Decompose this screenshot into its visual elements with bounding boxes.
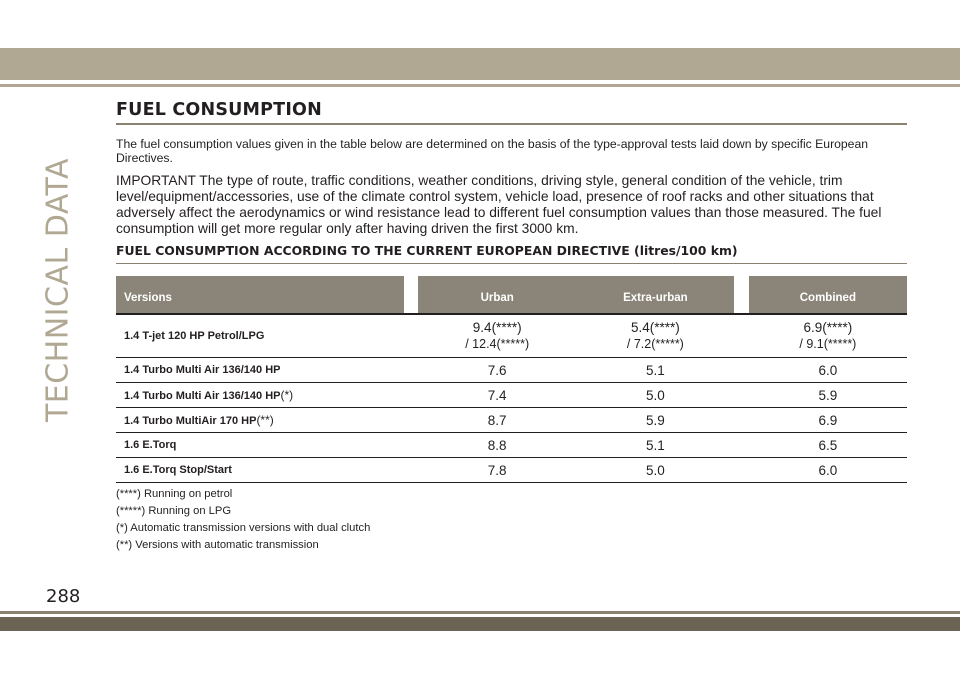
intro-paragraph: The fuel consumption values given in the table below are determined on the basis of the type-approval tests laid down by specific European Directives. (116, 137, 869, 165)
header-extra-urban: Extra-urban (576, 276, 734, 314)
extra-urban-cell (576, 314, 734, 358)
table-row (116, 383, 907, 408)
table-row (116, 433, 907, 458)
urban-value: 8.7 (418, 408, 576, 433)
footnotes (116, 486, 907, 554)
version-cell (116, 314, 404, 358)
footnote: (*) Automatic transmission versions with dual clutch (116, 522, 371, 534)
combined-alt-value: / 9.1(*****) (799, 337, 857, 351)
important-paragraph: IMPORTANT The type of route, traffic conditions, weather conditions, driving style, general condition of the vehicle, trim level/equipment/accessories, use of the climate control system, vehicle load, presence of roof racks and other situations that adversely affect the aerodynamics or wind resistance lead to different fuel consumption values than those measured. The fuel consumption will get more regular only after having driven the first 3000 km. (116, 173, 882, 236)
table-title: FUEL CONSUMPTION ACCORDING TO THE CURRENT EUROPEAN DIRECTIVE (litres/100 km) (116, 243, 907, 264)
table-row (116, 458, 907, 483)
urban-cell (418, 314, 576, 358)
urban-value: 8.8 (418, 433, 576, 458)
combined-value: 5.9 (749, 383, 907, 408)
urban-alt-value: / 12.4(*****) (465, 337, 530, 351)
version-footnote-mark: (**) (256, 413, 274, 427)
table-row (116, 358, 907, 383)
urban-value: 7.8 (418, 458, 576, 483)
header-gap (734, 276, 748, 314)
combined-value: 6.9(****) (803, 320, 853, 335)
footnote: (*****) Running on LPG (116, 505, 232, 517)
extra-urban-value: 5.0 (576, 458, 734, 483)
header-gap (404, 276, 418, 314)
combined-value: 6.9 (749, 408, 907, 433)
extra-urban-value: 5.9 (576, 408, 734, 433)
bottom-band (0, 617, 960, 631)
extra-urban-value: 5.4(****) (630, 320, 680, 335)
top-band (0, 48, 960, 80)
extra-urban-value: 5.0 (576, 383, 734, 408)
table-row (116, 314, 907, 358)
version-label: 1.4 Turbo Multi Air 136/140 HP (124, 364, 281, 376)
version-cell (116, 433, 404, 458)
table-header-row (116, 276, 907, 314)
footnote: (****) Running on petrol (116, 488, 233, 500)
header-combined: Combined (749, 276, 907, 314)
urban-value: 7.4 (418, 383, 576, 408)
side-title-text: TECHNICAL DATA (40, 157, 76, 423)
bottom-rule (0, 611, 960, 614)
table-row (116, 408, 907, 433)
urban-value: 9.4(****) (472, 320, 522, 335)
version-label: 1.4 Turbo MultiAir 170 HP (124, 415, 257, 427)
version-label: 1.6 E.Torq (124, 439, 177, 451)
footnote: (**) Versions with automatic transmission (116, 539, 319, 551)
version-footnote-mark: (*) (280, 388, 294, 402)
version-label: 1.6 E.Torq Stop/Start (124, 464, 232, 476)
combined-value: 6.0 (749, 458, 907, 483)
page-number: 288 (46, 586, 81, 607)
section-title: FUEL CONSUMPTION (116, 100, 907, 125)
version-cell (116, 408, 404, 433)
combined-value: 6.5 (749, 433, 907, 458)
version-label: 1.4 Turbo Multi Air 136/140 HP (124, 390, 281, 402)
header-versions: Versions (116, 276, 404, 314)
combined-cell (749, 314, 907, 358)
extra-urban-value: 5.1 (576, 358, 734, 383)
top-rule (0, 84, 960, 87)
urban-value: 7.6 (418, 358, 576, 383)
version-cell (116, 458, 404, 483)
version-label: 1.4 T-jet 120 HP Petrol/LPG (124, 330, 265, 342)
header-urban: Urban (418, 276, 576, 314)
extra-urban-value: 5.1 (576, 433, 734, 458)
version-cell (116, 358, 404, 383)
fuel-consumption-table (116, 276, 907, 483)
combined-value: 6.0 (749, 358, 907, 383)
version-cell (116, 383, 404, 408)
extra-urban-alt-value: / 7.2(*****) (626, 337, 684, 351)
main-content (116, 100, 907, 554)
